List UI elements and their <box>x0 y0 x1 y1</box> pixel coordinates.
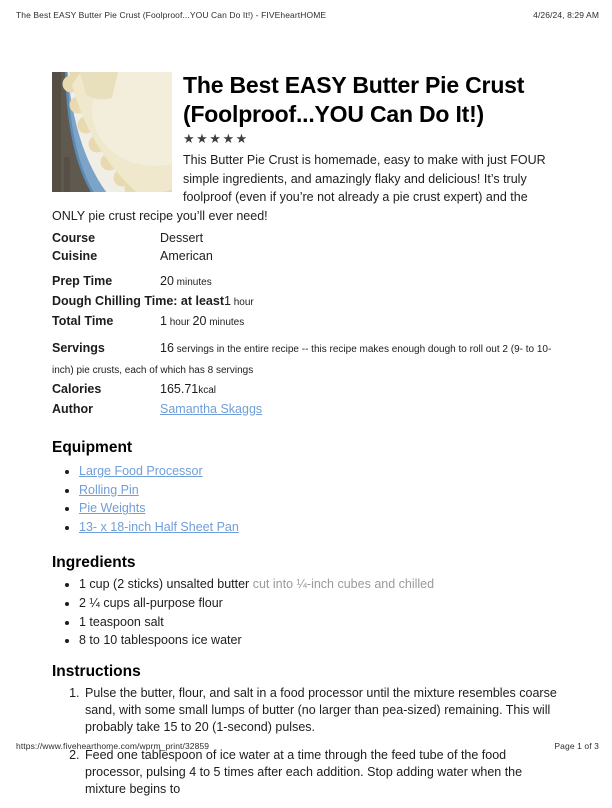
ingredient-text: 2 ¼ cups all-purpose flour <box>79 596 223 611</box>
chill-time-unit: hour <box>230 297 254 308</box>
page-footer-pagenum: Page 1 of 3 <box>554 741 599 751</box>
recipe-description: This Butter Pie Crust is homemade, easy to make with just FOUR simple ingredients, and amazingly flaky and delicious! It’s truly foolproof (even if you’re not already a pie crust expert) and the ONLY pie crust recipe you’ll ever need! <box>52 153 546 223</box>
ingredient-item <box>79 576 560 593</box>
calories-unit: kcal <box>198 385 217 396</box>
meta-row-author <box>52 400 560 418</box>
equipment-list <box>52 463 560 536</box>
ingredients-list <box>52 576 560 649</box>
course-value: Dessert <box>160 231 204 245</box>
equipment-link-pie-weights[interactable]: Pie Weights <box>79 501 146 516</box>
equipment-item <box>79 482 560 499</box>
cuisine-value: American <box>160 249 213 263</box>
rating-stars: ★★★★★ <box>183 131 249 146</box>
ingredient-item <box>79 614 560 631</box>
ingredient-item <box>79 632 560 649</box>
ingredient-item <box>79 595 560 612</box>
total-time-unit-2: minutes <box>206 317 245 328</box>
meta-row-prep-time <box>52 272 560 292</box>
prep-time-label: Prep Time <box>52 274 113 288</box>
page-footer <box>16 741 599 751</box>
page-header <box>16 10 599 20</box>
equipment-link-food-processor[interactable]: Large Food Processor <box>79 464 203 478</box>
meta-row-chill-time <box>52 292 560 312</box>
equipment-item <box>79 519 560 536</box>
chill-time-label: Dough Chilling Time: at least <box>52 294 225 308</box>
meta-row-servings <box>52 339 560 380</box>
meta-row-calories <box>52 380 560 400</box>
equipment-item <box>79 500 560 517</box>
ingredient-text: 1 teaspoon salt <box>79 614 164 629</box>
instruction-step: 2. Feed one tablespoon of ice water at a time through the feed tube of the food processor, pulsing 4 to 5 times after each addition. Stop adding water when the mixture begins to <box>83 747 560 799</box>
page-header-title: The Best EASY Butter Pie Crust (Foolproof...YOU Can Do It!) - FIVEheartHOME <box>16 10 327 20</box>
author-label: Author <box>52 402 93 416</box>
total-time-unit-1: hour <box>166 317 193 328</box>
chill-time-amount: 1 <box>224 294 231 308</box>
equipment-link-sheet-pan[interactable]: 13- x 18-inch Half Sheet Pan <box>79 520 239 535</box>
servings-label: Servings <box>52 341 105 355</box>
servings-note: servings in the entire recipe -- this recipe makes enough dough to roll out 2 (9- to 10-inch) pie crusts, each of which has 8 servings <box>52 344 552 376</box>
meta-row-cuisine <box>52 247 560 265</box>
prep-time-unit: minutes <box>173 277 212 288</box>
equipment-link-rolling-pin[interactable]: Rolling Pin <box>79 482 139 497</box>
equipment-heading: Equipment <box>52 439 133 456</box>
ingredient-note: cut into ¼-inch cubes and chilled <box>252 577 435 592</box>
calories-amount: 165.71 <box>160 382 199 396</box>
recipe-meta <box>52 229 560 418</box>
pie-crust-photo <box>52 72 172 192</box>
calories-label: Calories <box>52 382 102 396</box>
course-label: Course <box>52 231 96 245</box>
ingredient-text: 1 cup (2 sticks) unsalted butter <box>79 577 250 592</box>
instruction-step: 1. Pulse the butter, flour, and salt in a food processor until the mixture resembles coarse sand, with some small lumps of butter (no larger than pea-sized) remaining. This will probably take 15 to 20 (1-second) pulses. <box>83 685 560 737</box>
total-time-label: Total Time <box>52 314 114 328</box>
cuisine-label: Cuisine <box>52 249 98 263</box>
servings-amount: 16 <box>160 341 174 355</box>
recipe-title: The Best EASY Butter Pie Crust (Foolproof...YOU Can Do It!) <box>183 72 525 127</box>
ingredients-heading: Ingredients <box>52 554 136 572</box>
instructions-heading: Instructions <box>52 662 141 680</box>
equipment-item <box>79 463 560 480</box>
recipe-content <box>52 71 560 808</box>
meta-row-course <box>52 229 560 247</box>
pie-crust-photo-art <box>52 72 172 192</box>
author-link[interactable]: Samantha Skaggs <box>160 402 263 416</box>
total-time-amount-2: 20 <box>192 314 207 328</box>
total-time-amount-1: 1 <box>160 314 167 328</box>
prep-time-amount: 20 <box>160 274 174 288</box>
ingredient-text: 8 to 10 tablespoons ice water <box>79 633 242 648</box>
page-footer-url: https://www.fivehearthome.com/wprm_print/32859 <box>16 741 210 751</box>
page-header-datetime: 4/26/24, 8:29 AM <box>533 10 599 20</box>
meta-row-total-time <box>52 312 560 332</box>
